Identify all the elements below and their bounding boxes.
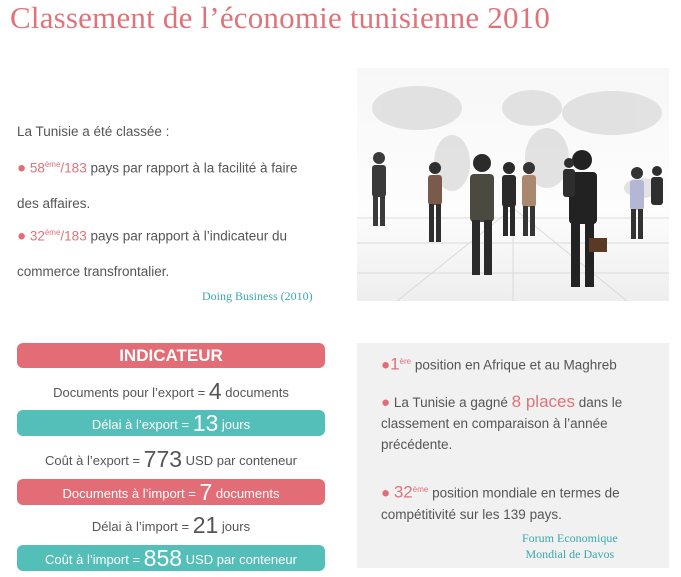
- bullet-icon: ●: [17, 227, 27, 245]
- indicator-row: [17, 545, 325, 571]
- highlight-sup: ère: [399, 357, 412, 366]
- bullet-icon: ●: [381, 484, 391, 502]
- rank-text-line2: commerce transfrontalier.: [17, 263, 170, 279]
- highlight-item: [381, 479, 651, 525]
- indicator-unit: USD par conteneur: [182, 552, 297, 567]
- rank-text-line2: des affaires.: [17, 195, 91, 211]
- highlight-text: dans le classement en comparaison à l’année précédente.: [381, 395, 623, 452]
- intro-text: La Tunisie a été classée :: [17, 124, 170, 139]
- indicator-row: [17, 479, 325, 505]
- highlight-value: 8 places: [511, 392, 575, 411]
- indicator-label: Coût à l’export =: [45, 453, 144, 468]
- bullet-icon: ●: [381, 356, 391, 374]
- bullet-icon: ●: [381, 394, 391, 411]
- rank-text: pays par rapport à l’indicateur du: [86, 228, 288, 244]
- highlight-text: La Tunisie a gagné: [390, 395, 512, 410]
- highlight-item: [381, 351, 651, 376]
- indicator-value: 773: [143, 446, 183, 472]
- highlight-text: position en Afrique et au Maghreb: [411, 357, 617, 373]
- indicator-unit: USD par conteneur: [182, 453, 297, 468]
- indicator-value: 858: [143, 545, 183, 571]
- indicator-unit: documents: [221, 385, 289, 400]
- bullet-icon: ●: [17, 159, 27, 177]
- highlight-sup: ème: [412, 485, 429, 494]
- rank-number: 32: [29, 228, 45, 244]
- rank-text: pays par rapport à la facilité à faire: [86, 160, 298, 176]
- page-title: Classement de l’économie tunisienne 2010: [10, 0, 551, 35]
- indicator-unit: documents: [212, 486, 280, 501]
- indicator-row: [17, 512, 325, 538]
- rank-sup: ème: [44, 160, 61, 169]
- indicator-label: Documents pour l’export =: [53, 385, 209, 400]
- rank-total: /183: [60, 160, 87, 176]
- indicator-row: [17, 410, 325, 436]
- highlight-text: position mondiale en termes de compétitivité sur les 139 pays.: [381, 485, 620, 522]
- rank-sup: ème: [44, 228, 61, 237]
- indicator-row: [17, 446, 325, 472]
- indicator-label: Délai à l’export =: [91, 417, 193, 432]
- source-line: Forum Economique: [522, 531, 618, 545]
- indicator-value: 21: [192, 512, 219, 538]
- highlight-item: [381, 391, 651, 455]
- ranking-item: [17, 215, 337, 289]
- source-line: Mondial de Davos: [525, 547, 615, 561]
- indicator-label: Délai à l’import =: [91, 519, 193, 534]
- indicator-unit: jours: [218, 417, 251, 432]
- business-people-photo: [357, 68, 669, 301]
- highlights-box: [357, 343, 669, 568]
- highlight-number: 32: [393, 482, 413, 502]
- indicator-value: 4: [208, 378, 222, 404]
- rank-number: 58: [29, 160, 45, 176]
- indicator-value: 13: [192, 410, 219, 436]
- photo-illustration: [357, 68, 669, 301]
- indicator-label: Coût à l’import =: [45, 552, 144, 567]
- source-doing-business: Doing Business (2010): [202, 289, 313, 303]
- ranking-item: [17, 147, 337, 221]
- rank-total: /183: [60, 228, 87, 244]
- source-davos: [522, 530, 618, 562]
- indicator-value: 7: [199, 479, 213, 505]
- indicator-row: [17, 378, 325, 404]
- highlight-number: 1: [390, 354, 400, 374]
- indicator-header: INDICATEUR: [17, 343, 325, 368]
- indicator-label: Documents à l’import =: [62, 486, 200, 501]
- indicator-unit: jours: [218, 519, 251, 534]
